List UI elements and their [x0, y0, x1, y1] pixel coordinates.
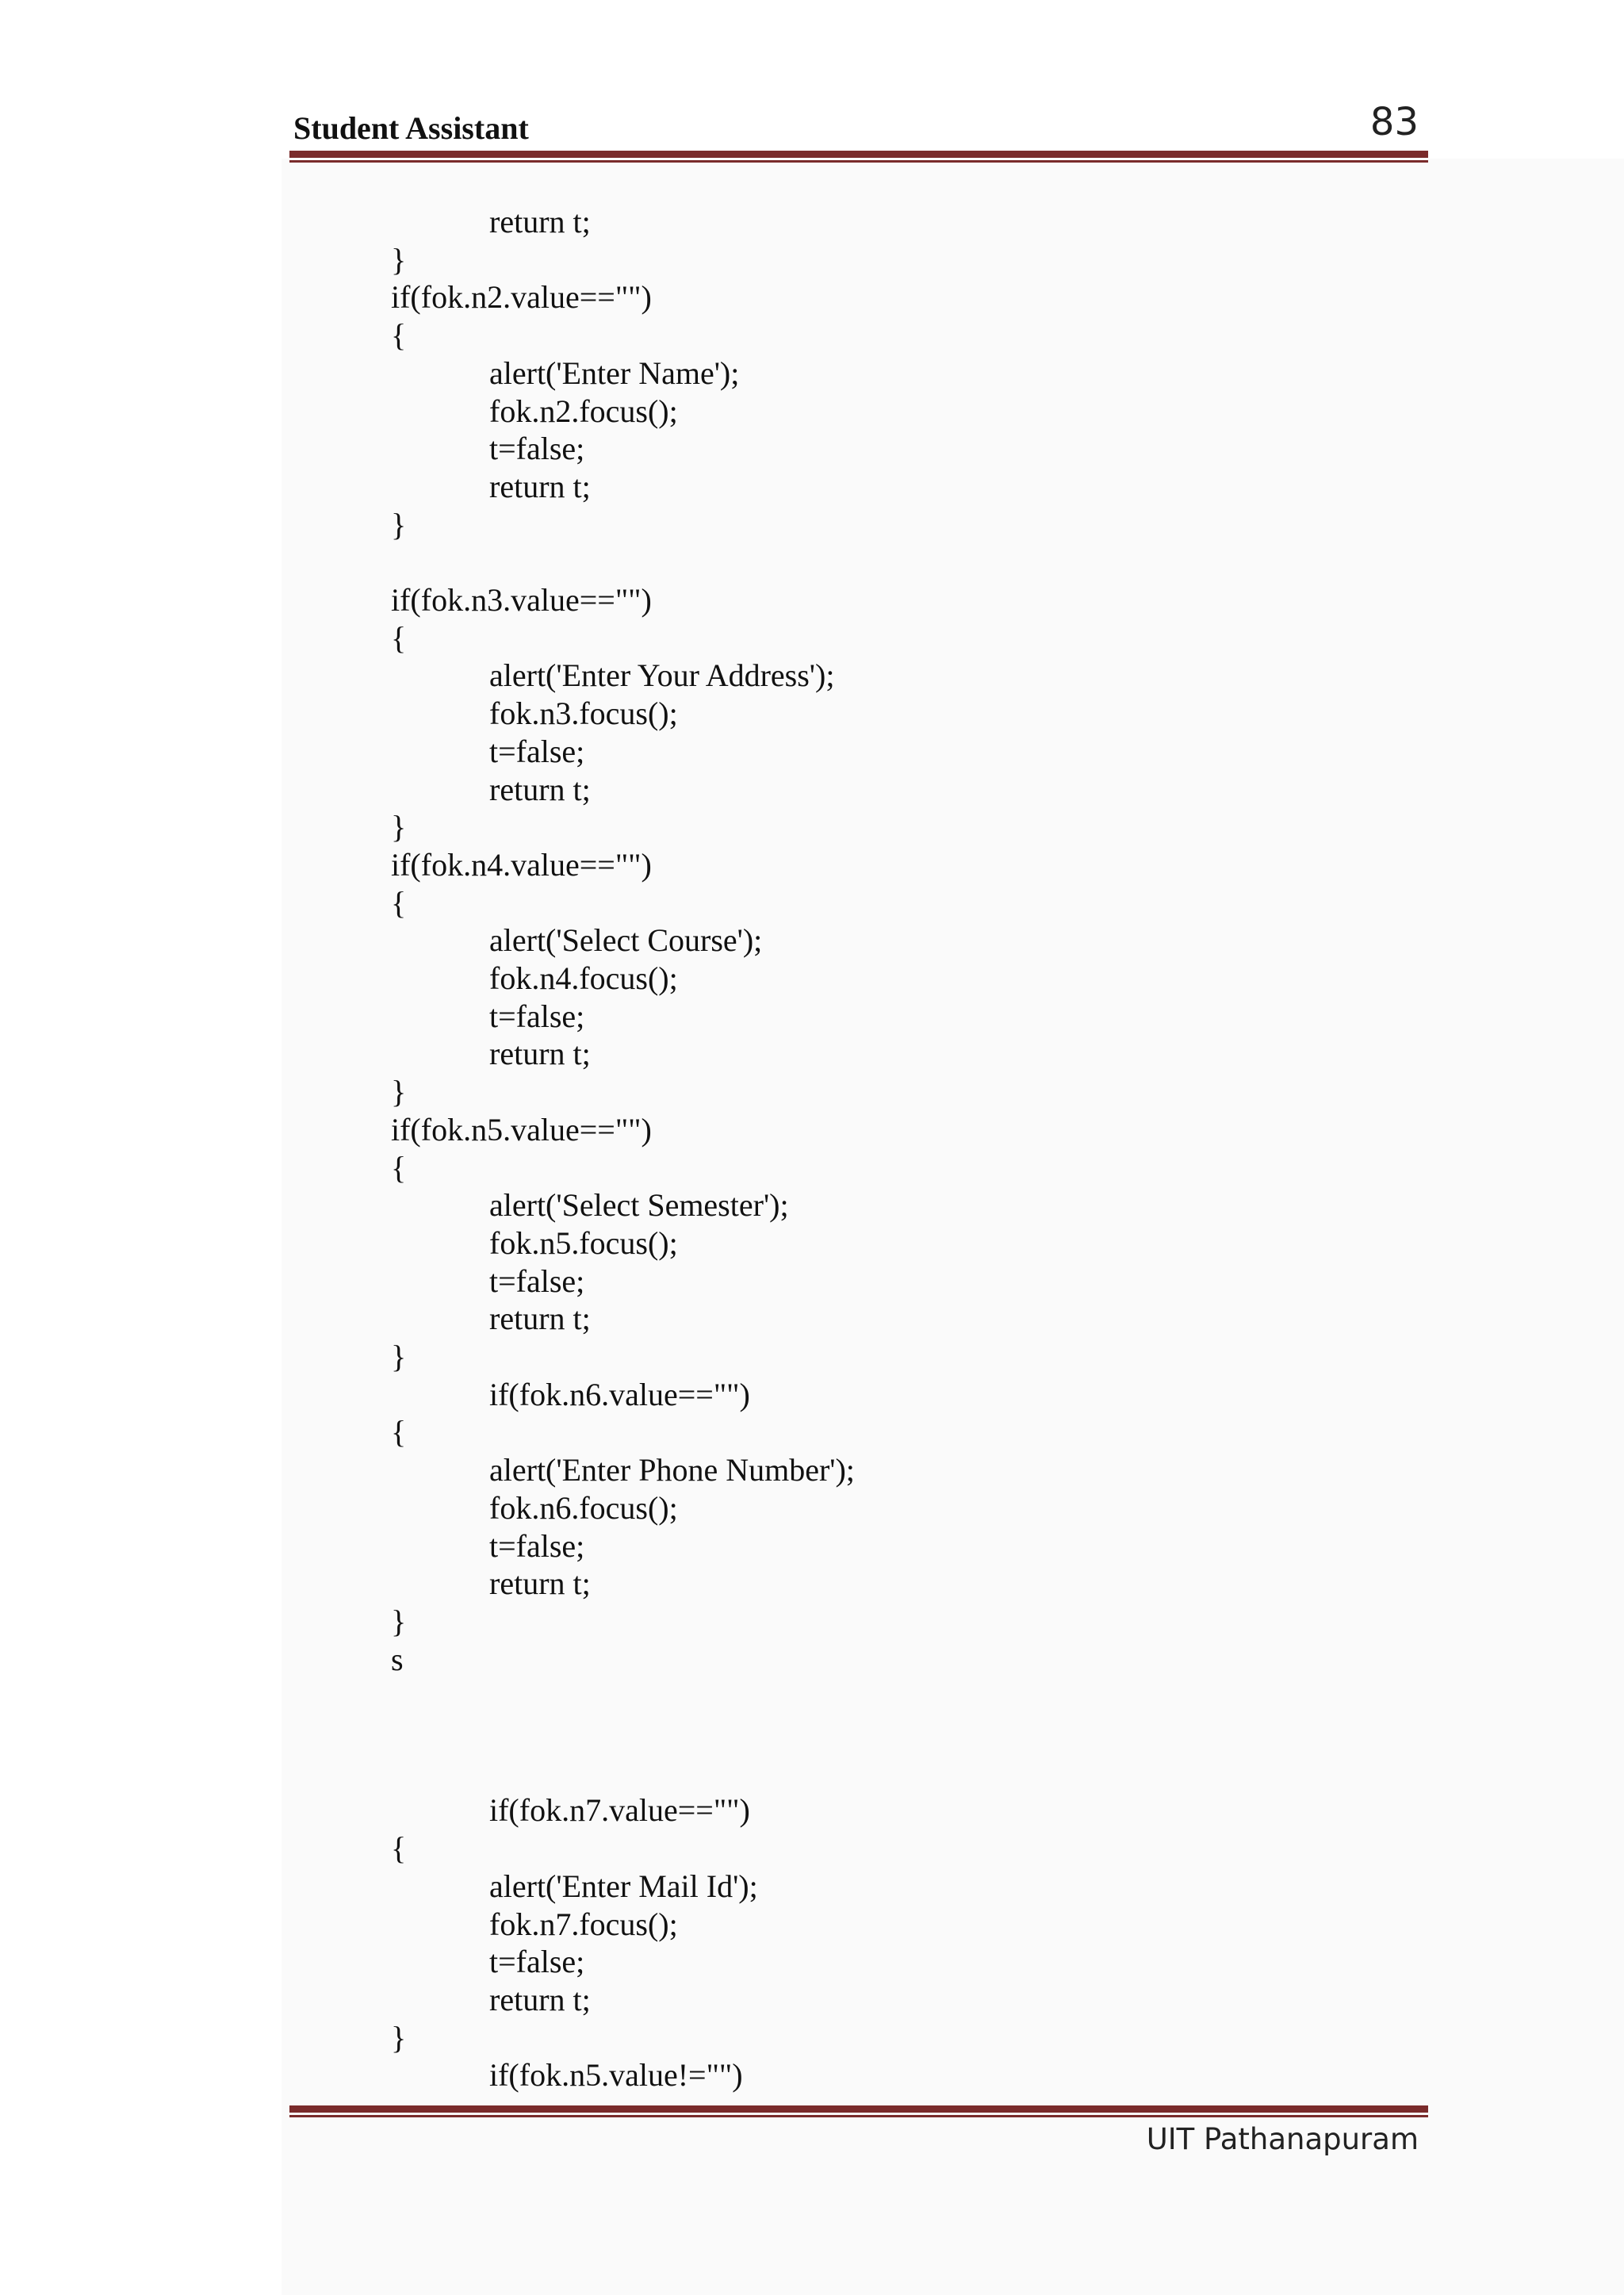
- code-line: fok.n2.focus();: [489, 393, 678, 429]
- page-background: [282, 159, 1624, 2295]
- page-number: 83: [1369, 100, 1419, 144]
- code-line: }: [391, 1074, 407, 1110]
- code-line: t=false;: [489, 431, 585, 467]
- code-line: if(fok.n2.value==""): [391, 279, 652, 316]
- code-line: {: [391, 1414, 407, 1450]
- code-line: t=false;: [489, 1527, 585, 1564]
- footer-rule: [289, 2105, 1428, 2117]
- code-line: t=false;: [489, 1944, 585, 1980]
- code-line: if(fok.n4.value==""): [391, 846, 652, 883]
- code-line: alert('Enter Mail Id');: [489, 1868, 758, 1904]
- code-line: {: [391, 884, 407, 921]
- footer-institution: UIT Pathanapuram: [1146, 2122, 1419, 2156]
- code-line: s: [391, 1641, 404, 1677]
- code-line: fok.n5.focus();: [489, 1224, 678, 1261]
- header-rule-thick: [289, 151, 1428, 158]
- code-line: alert('Enter Name');: [489, 354, 740, 391]
- code-line: t=false;: [489, 733, 585, 769]
- code-line: t=false;: [489, 1262, 585, 1299]
- header-rule: [289, 151, 1428, 163]
- code-line: fok.n7.focus();: [489, 1906, 678, 1942]
- code-line: alert('Enter Phone Number');: [489, 1452, 855, 1488]
- code-line: }: [391, 241, 407, 278]
- code-line: {: [391, 1149, 407, 1186]
- code-line: }: [391, 1603, 407, 1639]
- code-line: if(fok.n5.value!=""): [489, 2057, 743, 2094]
- code-line: }: [391, 2019, 407, 2056]
- header-rule-thin: [289, 160, 1428, 163]
- code-line: if(fok.n7.value==""): [489, 1792, 750, 1829]
- code-line: return t;: [489, 1036, 591, 1072]
- code-line: return t;: [489, 1565, 591, 1602]
- code-line: fok.n6.focus();: [489, 1489, 678, 1526]
- code-line: return t;: [489, 1981, 591, 2017]
- code-line: if(fok.n5.value==""): [391, 1111, 652, 1148]
- code-line: return t;: [489, 204, 591, 239]
- footer-rule-thick: [289, 2105, 1428, 2113]
- code-line: {: [391, 1830, 407, 1867]
- code-line: alert('Select Course');: [489, 922, 763, 959]
- code-line: {: [391, 317, 407, 354]
- code-line: return t;: [489, 1301, 591, 1337]
- code-line: return t;: [489, 771, 591, 807]
- code-line: if(fok.n3.value==""): [391, 582, 652, 618]
- code-line: return t;: [489, 468, 591, 504]
- code-line: fok.n4.focus();: [489, 960, 678, 996]
- code-line: if(fok.n6.value==""): [489, 1376, 750, 1412]
- code-line: }: [391, 1339, 407, 1374]
- code-line: fok.n3.focus();: [489, 695, 678, 732]
- document-title: Student Assistant: [293, 110, 529, 146]
- code-line: }: [391, 809, 407, 845]
- code-line: alert('Enter Your Address');: [489, 657, 835, 694]
- code-line: t=false;: [489, 998, 585, 1034]
- code-line: }: [391, 506, 407, 542]
- code-line: {: [391, 619, 407, 656]
- code-line: alert('Select Semester');: [489, 1187, 789, 1224]
